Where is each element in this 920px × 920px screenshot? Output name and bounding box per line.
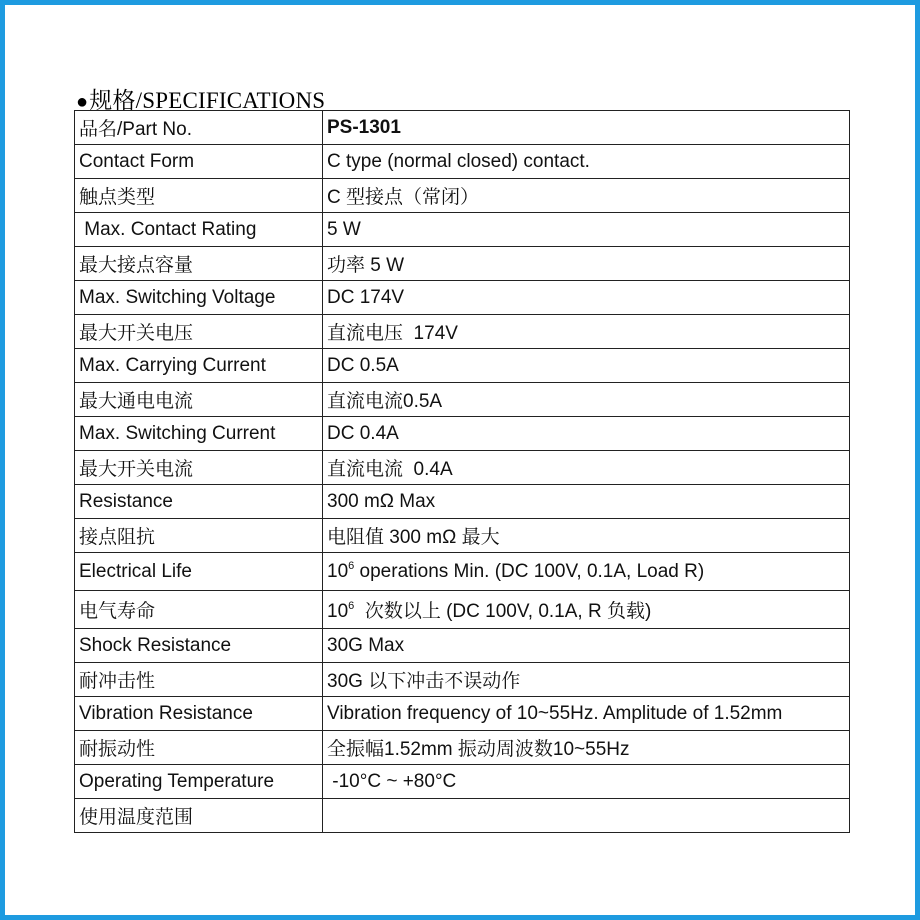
spec-key: Resistance bbox=[75, 485, 323, 519]
spec-value bbox=[323, 799, 850, 833]
spec-value: $10^6$ 次数以上 (DC 100V, 0.1A, R 负载) bbox=[323, 591, 850, 629]
spec-title-text: 规格/SPECIFICATIONS bbox=[89, 88, 326, 113]
table-row bbox=[75, 519, 850, 553]
table-row bbox=[75, 315, 850, 349]
spec-value: DC 0.5A bbox=[323, 349, 850, 383]
table-row bbox=[75, 213, 850, 247]
spec-value: Vibration frequency of 10~55Hz. Amplitude of 1.52mm bbox=[323, 697, 850, 731]
spec-value: 30G 以下冲击不误动作 bbox=[323, 663, 850, 697]
spec-key: 接点阻抗 bbox=[75, 519, 323, 553]
table-row bbox=[75, 349, 850, 383]
spec-key: 最大开关电流 bbox=[75, 451, 323, 485]
spec-value: 5 W bbox=[323, 213, 850, 247]
table-row bbox=[75, 663, 850, 697]
table-row bbox=[75, 731, 850, 765]
spec-value: PS-1301 bbox=[323, 111, 850, 145]
spec-value: 功率 5 W bbox=[323, 247, 850, 281]
table-row bbox=[75, 111, 850, 145]
table-row bbox=[75, 591, 850, 629]
spec-value: C 型接点（常闭） bbox=[323, 179, 850, 213]
table-row bbox=[75, 765, 850, 799]
spec-value: DC 0.4A bbox=[323, 417, 850, 451]
table-row bbox=[75, 417, 850, 451]
table-row bbox=[75, 247, 850, 281]
spec-key: 使用温度范围 bbox=[75, 799, 323, 833]
table-row bbox=[75, 799, 850, 833]
spec-key: Shock Resistance bbox=[75, 629, 323, 663]
spec-key: Max. Contact Rating bbox=[75, 213, 323, 247]
table-row bbox=[75, 383, 850, 417]
spec-value: $10^6$ operations Min. (DC 100V, 0.1A, Load R) bbox=[323, 553, 850, 591]
spec-value: 30G Max bbox=[323, 629, 850, 663]
spec-key: 耐冲击性 bbox=[75, 663, 323, 697]
table-row bbox=[75, 485, 850, 519]
spec-key: Contact Form bbox=[75, 145, 323, 179]
spec-value: 直流电压 174V bbox=[323, 315, 850, 349]
table-row bbox=[75, 629, 850, 663]
spec-key: 最大接点容量 bbox=[75, 247, 323, 281]
table-row bbox=[75, 145, 850, 179]
spec-key: 耐振动性 bbox=[75, 731, 323, 765]
spec-value: C type (normal closed) contact. bbox=[323, 145, 850, 179]
spec-key: 电气寿命 bbox=[75, 591, 323, 629]
table-row bbox=[75, 451, 850, 485]
table-row bbox=[75, 179, 850, 213]
spec-value: 全振幅1.52mm 振动周波数10~55Hz bbox=[323, 731, 850, 765]
spec-value: -10°C ~ +80°C bbox=[323, 765, 850, 799]
spec-table bbox=[74, 110, 850, 833]
spec-key: 触点类型 bbox=[75, 179, 323, 213]
spec-key: Vibration Resistance bbox=[75, 697, 323, 731]
table-row bbox=[75, 553, 850, 591]
spec-value: DC 174V bbox=[323, 281, 850, 315]
spec-key: 最大通电电流 bbox=[75, 383, 323, 417]
table-row bbox=[75, 697, 850, 731]
spec-value: 直流电流 0.4A bbox=[323, 451, 850, 485]
spec-key: Max. Switching Voltage bbox=[75, 281, 323, 315]
spec-key: Electrical Life bbox=[75, 553, 323, 591]
spec-key: 品名/Part No. bbox=[75, 111, 323, 145]
spec-value: 电阻值 300 mΩ 最大 bbox=[323, 519, 850, 553]
table-row bbox=[75, 281, 850, 315]
spec-value: 直流电流0.5A bbox=[323, 383, 850, 417]
bullet-icon: ● bbox=[76, 91, 89, 113]
spec-key: Max. Carrying Current bbox=[75, 349, 323, 383]
spec-key: Operating Temperature bbox=[75, 765, 323, 799]
spec-value: 300 mΩ Max bbox=[323, 485, 850, 519]
spec-key: Max. Switching Current bbox=[75, 417, 323, 451]
spec-key: 最大开关电压 bbox=[75, 315, 323, 349]
